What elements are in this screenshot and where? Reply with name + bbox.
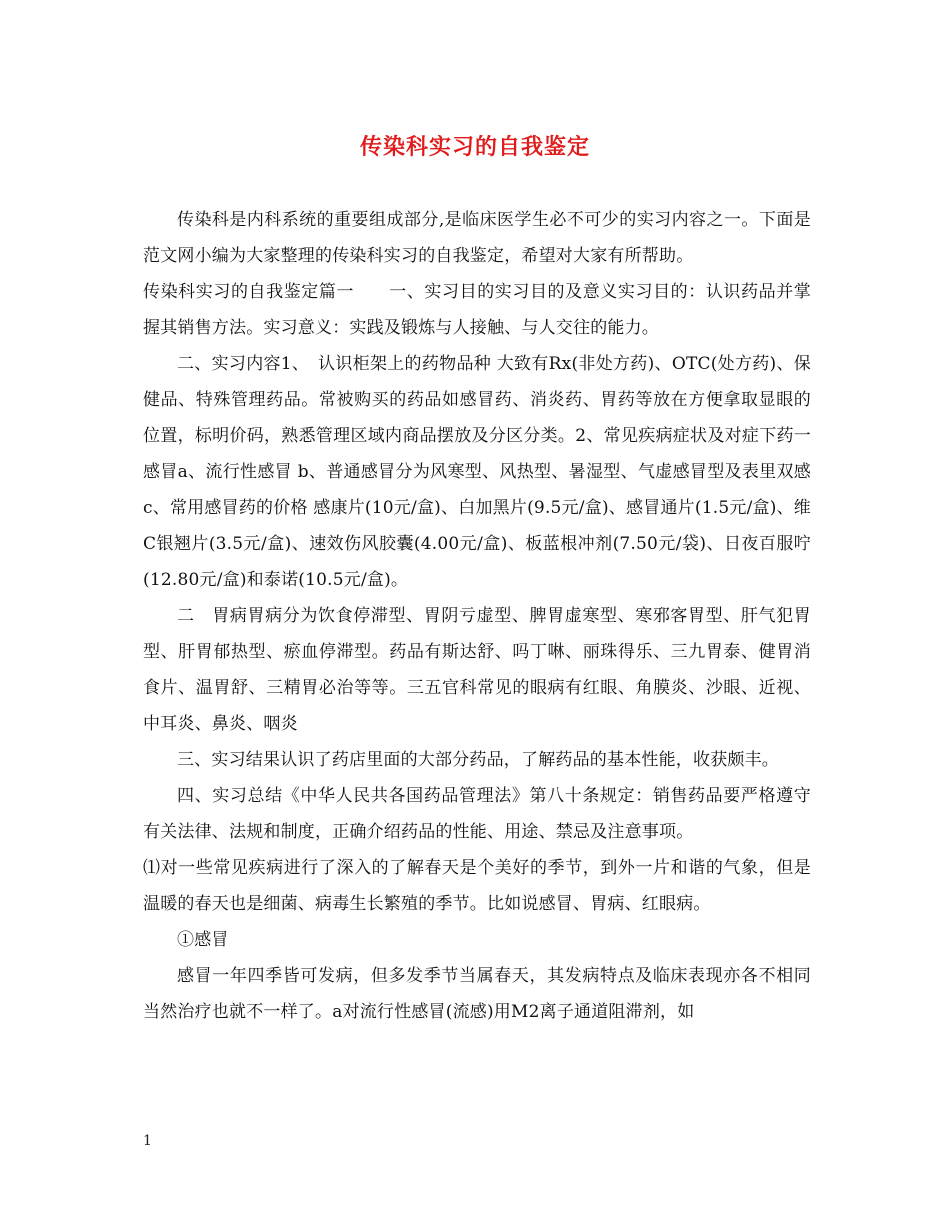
paragraph-stomach: 二 胃病胃病分为饮食停滞型、胃阴亏虚型、脾胃虚寒型、寒邪客胃型、肝气犯胃型、肝胃郁热型、瘀血停滞型。药品有斯达舒、吗丁啉、丽珠得乐、三九胃泰、健胃消食片、温胃舒、三精胃必治等等。三五官科常见的眼病有红眼、角膜炎、沙眼、近视、中耳炎、鼻炎、咽炎 <box>143 606 811 734</box>
paragraph-section-one: 传染科实习的自我鉴定篇一 一、实习目的实习目的及意义实习目的：认识药品并掌握其销售方法。实习意义：实践及锻炼与人接触、与人交往的能力。 <box>143 282 811 338</box>
paragraph-results: 三、实习结果认识了药店里面的大部分药品，了解药品的基本性能，收获颇丰。 <box>177 750 779 770</box>
paragraph-summary: 四、实习总结《中华人民共各国药品管理法》第八十条规定：销售药品要严格遵守有关法律、法规和制度，正确介绍药品的性能、用途、禁忌及注意事项。 <box>143 786 811 842</box>
document-title: 传染科实习的自我鉴定 <box>359 134 590 160</box>
page-number: 1 <box>143 1133 152 1149</box>
paragraph-cold: 感冒一年四季皆可发病，但多发季节当属春天，其发病特点及临床表现亦各不相同当然治疗也就不一样了。a对流行性感冒(流感)用M2离子通道阻滞剂，如 <box>143 966 811 1022</box>
paragraph-intro: 传染科是内科系统的重要组成部分,是临床医学生必不可少的实习内容之一。下面是范文网小编为大家整理的传染科实习的自我鉴定，希望对大家有所帮助。 <box>143 210 811 266</box>
paragraph-diseases: ⑴对一些常见疾病进行了深入的了解春天是个美好的季节，到外一片和谐的气象，但是温暖的春天也是细菌、病毒生长繁殖的季节。比如说感冒、胃病、红眼病。 <box>143 858 811 914</box>
paragraph-cold-heading: ①感冒 <box>177 930 229 950</box>
paragraph-section-two: 二、实习内容1、 认识柜架上的药物品种 大致有Rx(非处方药)、OTC(处方药)、保健品、特殊管理药品。常被购买的药品如感冒药、消炎药、胃药等放在方便拿取显眼的位置，标明价码，熟悉管理区域内商品摆放及分区分类。2、常见疾病症状及对症下药一 感冒a、流行性感冒 b、普通感冒分为风寒型、风热型、暑湿型、气虚感冒型及表里双感c、常用感冒药的价格 感康片(10元/盒)、白加黑片(9.5元/盒)、感冒通片(1.5元/盒)、维C银翘片(3.5元/盒)、速效伤风胶囊(4.00元/盒)、板蓝根冲剂(7.50元/袋)、日夜百服咛(12.80元/盒)和泰诺(10.5元/盒)。 <box>143 354 829 590</box>
document-body <box>143 202 829 1030</box>
